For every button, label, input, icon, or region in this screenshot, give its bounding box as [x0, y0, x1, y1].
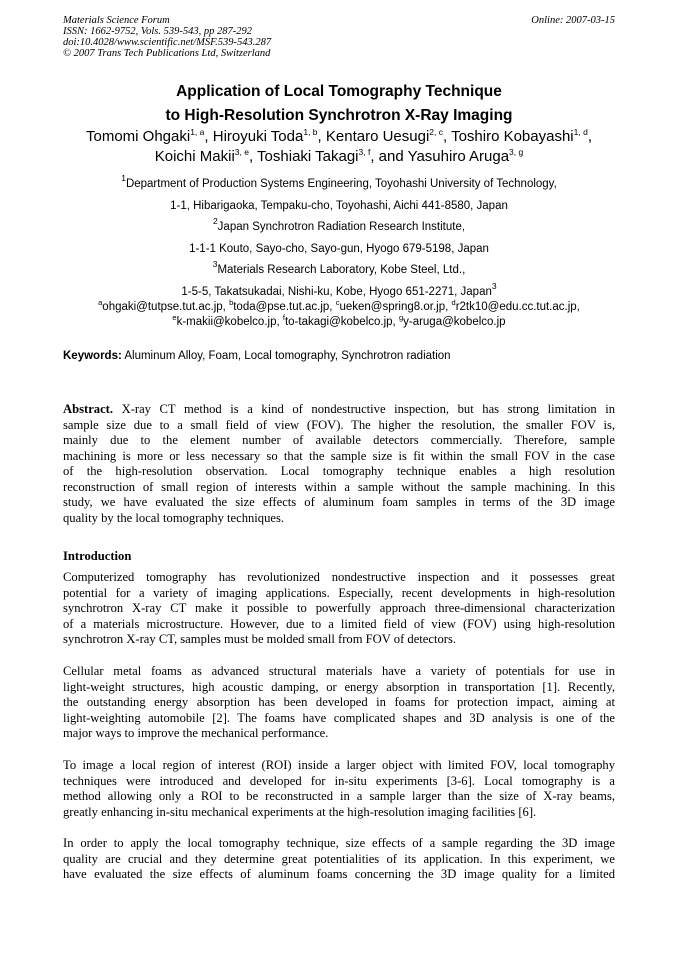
author-sup: 1, a [190, 127, 205, 137]
paper-title [0, 80, 678, 128]
email-link[interactable]: r2tk10@edu.cc.tut.ac.jp, [455, 301, 580, 313]
author-name: Toshiro Kobayashi [451, 128, 574, 145]
keywords-label: Keywords: [63, 350, 122, 362]
title-line-1: Application of Local Tomography Technique [176, 83, 502, 100]
affiliation-line: $^1$Department of Production Systems Engineering, Toyohashi University of Technology, [121, 173, 557, 190]
affiliation-line: 1-1-1 Kouto, Sayo-cho, Sayo-gun, Hyogo 679-5198, Japan [189, 242, 489, 255]
author-name: Toshiaki Takagi [257, 148, 359, 165]
author-sup: 3, f [358, 147, 371, 157]
email-line-1: $^a$ohgaki@tutpse.tut.ac.jp, $^b$toda@pse.tut.ac.jp, $^c$ueken@spring8.or.jp, $^d$r2tk10@edu.cc.tut.ac.jp, [98, 298, 580, 313]
author-sup: 2, c [429, 127, 443, 137]
author-name: Tomomi Ohgaki [86, 128, 191, 145]
author-line-2: Koichi Makii$^{3, e}$, Toshiaki Takagi$^{3, f}$, and Yasuhiro Aruga$^{3, g}$ [154, 147, 524, 165]
keywords-text: Aluminum Alloy, Foam, Local tomography, Synchrotron radiation [124, 350, 451, 362]
section-heading-introduction: Introduction [63, 549, 132, 563]
email-link[interactable]: to-takagi@kobelco.jp, [284, 316, 396, 328]
abstract: Abstract. X-ray CT method is a kind of nondestructive inspection, but has strong limitation in sample size due to a small field of view (FOV). The higher the resolution, the smaller FOV is, mainly due to the element number of available detectors commercially. Therefore, sample machining is more or less necessary so that the sample size is fit within the small FOV in the case of the high-resolution observation. Local tomography technique enables a high resolution reconstruction of small region of interests within a sample without the sample machining. In this study, we have evaluated the size effects of aluminum foam samples in terms of the 3D image quality by the local tomography techniques. [63, 402, 615, 525]
email-link[interactable]: toda@pse.tut.ac.jp, [233, 301, 333, 313]
author-name: Koichi Makii [154, 148, 235, 165]
keywords [63, 350, 451, 362]
author-sup: 3, e [234, 147, 249, 157]
email-line-2: $^e$k-makii@kobelco.jp, $^f$to-takagi@kobelco.jp, $^g$y-aruga@kobelco.jp [172, 313, 506, 328]
affiliations [0, 174, 678, 303]
author-list [0, 127, 678, 167]
email-link[interactable]: ohgaki@tutpse.tut.ac.jp, [102, 301, 226, 313]
journal-name: Materials Science Forum [63, 15, 170, 26]
copyright: © 2007 Trans Tech Publications Ltd, Switzerland [63, 48, 271, 59]
online-date: Online: 2007-03-15 [531, 15, 615, 26]
abstract-label: Abstract. [63, 402, 114, 416]
affiliation-line: $^2$Japan Synchrotron Radiation Research Institute, [212, 216, 466, 233]
author-name: Yasuhiro Aruga [407, 148, 510, 165]
email-list [0, 300, 678, 330]
doi[interactable]: doi:10.4028/www.scientific.net/MSF.539-543.287 [63, 37, 272, 48]
intro-paragraph-1: Computerized tomography has revolutionized nondestructive inspection and it possesses great potential for a variety of imaging applications. Especially, recent developments in high-resolution synchrotron X-ray CT make it possible to powerfully approach three-dimensional characterization of a materials microstructure. However, due to a limited field of view (FOV) using high-resolution synchrotron X-ray CT, samples must be molded small from FOV of detectors. [63, 570, 615, 646]
intro-paragraph-4: In order to apply the local tomography technique, size effects of a sample regarding the 3D image quality are crucial and they determine great potentialities of its application. In this experiment, we have evaluated the size effects of aluminum foams concerning the 3D image quality for a limited [63, 836, 615, 881]
author-name: Hiroyuki Toda [212, 128, 304, 145]
intro-paragraph-2: Cellular metal foams as advanced structural materials have a variety of potentials for use in light-weight structures, high acoustic damping, or energy absorption in transportation [1]. Recently, the outstanding energy absorption has been developed in foams for protection impact, aiming at light-weighting automobile [2]. The foams have complicated shapes and 3D analysis is one of the major ways to improve the mechanical performance. [63, 664, 615, 740]
affiliation-line: 1-5-5, Takatsukadai, Nishi-ku, Kobe, Hyogo 651-2271, Japan$^3$ [181, 280, 497, 298]
journal-header [63, 15, 271, 59]
email-link[interactable]: k-makii@kobelco.jp, [176, 316, 280, 328]
email-link[interactable]: ueken@spring8.or.jp, [339, 301, 449, 313]
email-link[interactable]: y-aruga@kobelco.jp [403, 316, 506, 328]
affiliation-line: $^3$Materials Research Laboratory, Kobe Steel, Ltd., [212, 259, 466, 276]
author-name: Kentaro Uesugi [325, 128, 430, 145]
author-line-1: Tomomi Ohgaki$^{1, a}$, Hiroyuki Toda$^{1, b}$, Kentaro Uesugi$^{2, c}$, Toshiro Kobayashi$^{1, d}$, [86, 127, 592, 145]
intro-paragraph-3: To image a local region of interest (ROI) inside a larger object with limited FOV, local tomography techniques were introduced and developed for in-situ experiments [3-6]. Local tomography is a method allowing only a ROI to be reconstructed in a sample larger than the size of X-ray beams, greatly enhancing in-situ mechanical experiments at the high-resolution imaging facilities [6]. [63, 758, 615, 819]
title-line-2: to High-Resolution Synchrotron X-Ray Imaging [165, 107, 513, 124]
author-sup: 1, b [303, 127, 318, 137]
author-sup: 3, g [509, 147, 524, 157]
issn: ISSN: 1662-9752, Vols. 539-543, pp 287-292 [63, 26, 252, 37]
author-sup: 1, d [573, 127, 588, 137]
affiliation-line: 1-1, Hibarigaoka, Tempaku-cho, Toyohashi, Aichi 441-8580, Japan [170, 199, 508, 212]
